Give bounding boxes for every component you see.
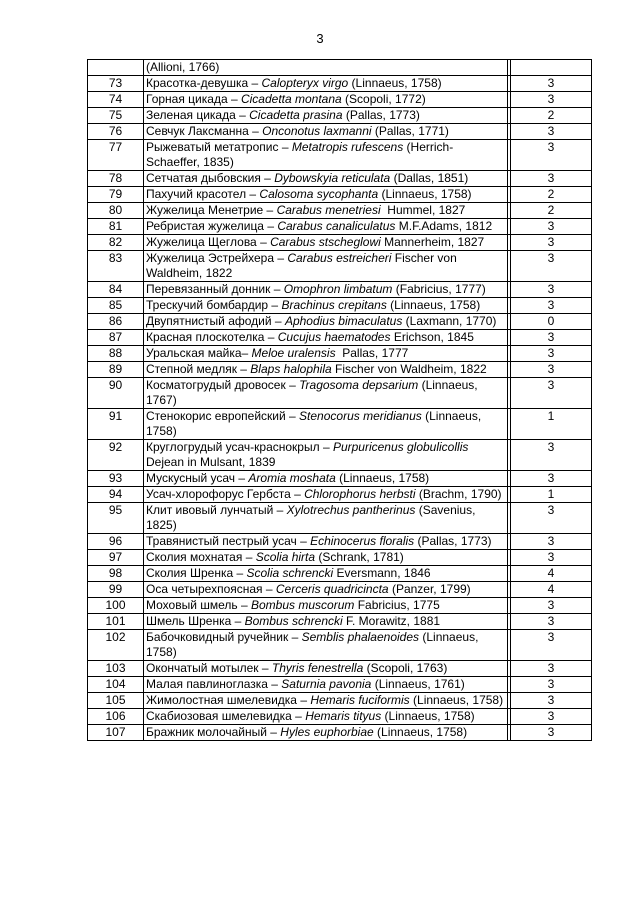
latin-name: Carabus estreicheri <box>287 251 392 265</box>
author-citation: Fabricius, 1775 <box>354 598 440 612</box>
category: 1 <box>511 487 592 503</box>
table-row <box>88 378 592 409</box>
species-name <box>144 550 508 566</box>
row-number: 84 <box>88 282 144 298</box>
table-row <box>88 92 592 108</box>
table-row <box>88 330 592 346</box>
common-name: Бабочковидный ручейник – <box>146 630 302 644</box>
category: 3 <box>511 330 592 346</box>
category: 4 <box>511 582 592 598</box>
author-citation: (Pallas, 1773) <box>342 108 420 122</box>
row-number: 83 <box>88 251 144 282</box>
category: 3 <box>511 282 592 298</box>
row-number: 103 <box>88 661 144 677</box>
latin-name: Stenocorus meridianus <box>299 409 422 423</box>
latin-name: Cerceris quadricincta <box>275 582 389 596</box>
category: 3 <box>511 550 592 566</box>
row-number: 99 <box>88 582 144 598</box>
author-citation: (Linnaeus, 1758) <box>348 76 442 90</box>
common-name: Сетчатая дыбовския – <box>146 171 275 185</box>
latin-name: Omophron limbatum <box>283 282 393 296</box>
row-number: 100 <box>88 598 144 614</box>
table-row <box>88 503 592 534</box>
common-name: Круглогрудый усач-краснокрыл – <box>146 440 333 454</box>
author-citation: (Schrank, 1781) <box>315 550 404 564</box>
common-name: Клит ивовый лунчатый – <box>146 503 287 517</box>
row-number: 85 <box>88 298 144 314</box>
author-citation: Dejean in Mulsant, 1839 <box>146 440 472 469</box>
row-number: 96 <box>88 534 144 550</box>
latin-name: Echinocerus floralis <box>310 534 415 548</box>
species-name <box>144 346 508 362</box>
row-number: 75 <box>88 108 144 124</box>
category: 3 <box>511 235 592 251</box>
table-row <box>88 409 592 440</box>
species-name <box>144 140 508 171</box>
author-citation: F. Morawitz, 1881 <box>342 614 441 628</box>
species-name <box>144 630 508 661</box>
species-name <box>144 203 508 219</box>
author-citation: Erichson, 1845 <box>390 330 474 344</box>
common-name: Степной медляк – <box>146 362 251 376</box>
category: 3 <box>511 661 592 677</box>
species-name <box>144 440 508 471</box>
row-number <box>88 60 144 76</box>
author-citation: (Linnaeus, 1761) <box>371 677 465 691</box>
species-name <box>144 566 508 582</box>
author-citation: Hummel, 1827 <box>380 203 466 217</box>
table-row <box>88 677 592 693</box>
author-citation: (Linnaeus, 1758) <box>409 693 504 707</box>
table-row <box>88 614 592 630</box>
species-name <box>144 171 508 187</box>
table-row <box>88 203 592 219</box>
row-number: 92 <box>88 440 144 471</box>
category: 3 <box>511 346 592 362</box>
table-row <box>88 693 592 709</box>
latin-name: Aromia moshata <box>248 471 336 485</box>
species-name <box>144 76 508 92</box>
latin-name: Dybowskyia reticulata <box>274 171 391 185</box>
table-row <box>88 362 592 378</box>
table-row <box>88 124 592 140</box>
table-row-continuation <box>88 60 592 76</box>
table-row <box>88 140 592 171</box>
species-name <box>144 582 508 598</box>
species-name <box>144 187 508 203</box>
row-number: 107 <box>88 725 144 741</box>
author-citation: (Linnaeus, 1758) <box>146 630 482 659</box>
species-name <box>144 471 508 487</box>
species-name <box>144 725 508 741</box>
category: 3 <box>511 598 592 614</box>
species-name <box>144 235 508 251</box>
category: 3 <box>511 378 592 409</box>
common-name: Ребристая жужелица – <box>146 219 278 233</box>
common-name: Моховый шмель – <box>146 598 251 612</box>
row-number: 102 <box>88 630 144 661</box>
row-number: 101 <box>88 614 144 630</box>
category: 3 <box>511 219 592 235</box>
author-citation: (Savenius, 1825) <box>146 503 479 532</box>
table-row <box>88 76 592 92</box>
row-number: 106 <box>88 709 144 725</box>
common-name: Красотка-девушка – <box>146 76 262 90</box>
common-name: Перевязанный донник – <box>146 282 284 296</box>
row-number: 77 <box>88 140 144 171</box>
row-number: 91 <box>88 409 144 440</box>
table-row <box>88 235 592 251</box>
common-name: Трескучий бомбардир – <box>146 298 282 312</box>
category: 0 <box>511 314 592 330</box>
latin-name: Blaps halophila <box>250 362 332 376</box>
common-name: Малая павлиноглазка – <box>146 677 282 691</box>
category: 1 <box>511 409 592 440</box>
latin-name: Meloe uralensis <box>251 346 336 360</box>
category: 3 <box>511 677 592 693</box>
latin-name: Bombus schrencki <box>244 614 343 628</box>
author-citation: (Fabricius, 1777) <box>392 282 486 296</box>
species-name <box>144 219 508 235</box>
common-name: Усач-хлорофорус Гербста – <box>146 487 305 501</box>
common-name: Сколия Шренка – <box>146 566 247 580</box>
species-name <box>144 314 508 330</box>
common-name: Травянистый пестрый усач – <box>146 534 311 548</box>
species-name <box>144 378 508 409</box>
common-name: Уральская майка– <box>146 346 252 360</box>
latin-name: Cicadetta montana <box>240 92 342 106</box>
category: 3 <box>511 709 592 725</box>
table-row <box>88 219 592 235</box>
category: 2 <box>511 187 592 203</box>
latin-name: Thyris fenestrella <box>271 661 364 675</box>
row-number: 76 <box>88 124 144 140</box>
author-citation: (Linnaeus, 1758) <box>378 187 472 201</box>
category: 3 <box>511 725 592 741</box>
species-name <box>144 251 508 282</box>
species-table <box>87 59 592 741</box>
latin-name: Cicadetta prasina <box>249 108 343 122</box>
row-number: 82 <box>88 235 144 251</box>
latin-name: Scolia schrencki <box>246 566 334 580</box>
common-name: Скабиозовая шмелевидка – <box>146 709 306 723</box>
species-name <box>144 503 508 534</box>
table-body <box>88 60 592 741</box>
author-citation: (Laxmann, 1770) <box>402 314 497 328</box>
species-name <box>144 534 508 550</box>
latin-name: Hyles euphorbiae <box>280 725 374 739</box>
author-citation: M.F.Adams, 1812 <box>395 219 493 233</box>
species-name <box>144 693 508 709</box>
common-name: Косматогрудый дровосек – <box>146 378 300 392</box>
species-name <box>144 409 508 440</box>
author-citation: (Brachm, 1790) <box>415 487 502 501</box>
latin-name: Cucujus haematodes <box>277 330 391 344</box>
species-name <box>144 709 508 725</box>
row-number: 97 <box>88 550 144 566</box>
author-citation: Mannerheim, 1827 <box>380 235 485 249</box>
common-name: Жужелица Щеглова – <box>146 235 271 249</box>
species-name <box>144 330 508 346</box>
species-name <box>144 298 508 314</box>
row-number: 89 <box>88 362 144 378</box>
common-name: Пахучий красотел – <box>146 187 260 201</box>
category: 3 <box>511 693 592 709</box>
category: 2 <box>511 203 592 219</box>
common-name: Окончатый мотылек – <box>146 661 272 675</box>
author-citation: (Scopoli, 1763) <box>363 661 448 675</box>
category: 3 <box>511 171 592 187</box>
latin-name: Calopteryx virgo <box>261 76 349 90</box>
table-row <box>88 661 592 677</box>
row-number: 87 <box>88 330 144 346</box>
common-name: Оса четырехпоясная – <box>146 582 276 596</box>
table-row <box>88 346 592 362</box>
category: 2 <box>511 108 592 124</box>
category: 3 <box>511 298 592 314</box>
common-name: Рыжеватый метатропис – <box>146 140 292 154</box>
table-row <box>88 282 592 298</box>
author-citation: (Linnaeus, 1758) <box>386 298 481 312</box>
table-row <box>88 725 592 741</box>
latin-name: Hemaris tityus <box>305 709 382 723</box>
table-row <box>88 251 592 282</box>
row-number: 80 <box>88 203 144 219</box>
row-number: 104 <box>88 677 144 693</box>
row-number: 88 <box>88 346 144 362</box>
author-citation: (Scopoli, 1772) <box>341 92 426 106</box>
common-name: Зеленая цикада – <box>146 108 250 122</box>
table-row <box>88 471 592 487</box>
species-name <box>144 124 508 140</box>
category: 4 <box>511 566 592 582</box>
latin-name: Carabus stscheglowi <box>270 235 381 249</box>
category: 3 <box>511 76 592 92</box>
table-row <box>88 108 592 124</box>
species-name <box>144 614 508 630</box>
table-row <box>88 550 592 566</box>
common-name: Мускусный усач – <box>146 471 249 485</box>
table-row <box>88 187 592 203</box>
latin-name: Carabus menetriesi <box>276 203 381 217</box>
common-name: Сколия мохнатая – <box>146 550 256 564</box>
category: 3 <box>511 534 592 550</box>
species-name: (Allioni, 1766) <box>144 60 508 76</box>
table-row <box>88 171 592 187</box>
author-citation: Fischer von Waldheim, 1822 <box>146 251 461 280</box>
latin-name: Aphodius bimaculatus <box>284 314 403 328</box>
table-row <box>88 314 592 330</box>
author-citation: (Linnaeus, 1758) <box>146 409 485 438</box>
author-citation: (Pallas, 1773) <box>414 534 492 548</box>
row-number: 98 <box>88 566 144 582</box>
row-number: 105 <box>88 693 144 709</box>
table-row <box>88 566 592 582</box>
table-row <box>88 582 592 598</box>
row-number: 79 <box>88 187 144 203</box>
category: 3 <box>511 140 592 171</box>
common-name: Бражник молочайный – <box>146 725 281 739</box>
table-row <box>88 440 592 471</box>
table-row <box>88 487 592 503</box>
author-citation: (Pallas, 1771) <box>371 124 449 138</box>
species-name <box>144 282 508 298</box>
page-number: 3 <box>316 31 324 46</box>
table-row <box>88 630 592 661</box>
species-name <box>144 108 508 124</box>
category: 3 <box>511 251 592 282</box>
common-name: Жужелица Эстрейхера – <box>146 251 288 265</box>
author-citation: Pallas, 1777 <box>335 346 409 360</box>
latin-name: Xylotrechus pantherinus <box>286 503 416 517</box>
category: 3 <box>511 124 592 140</box>
common-name: Севчук Лаксманна – <box>146 124 263 138</box>
category: 3 <box>511 471 592 487</box>
row-number: 73 <box>88 76 144 92</box>
latin-name: Bombus muscorum <box>251 598 355 612</box>
category: 3 <box>511 630 592 661</box>
common-name: Жимолостная шмелевидка – <box>146 693 311 707</box>
table-row <box>88 298 592 314</box>
common-name: Красная плоскотелка – <box>146 330 278 344</box>
species-name <box>144 92 508 108</box>
species-name <box>144 598 508 614</box>
category: 3 <box>511 614 592 630</box>
common-name: Жужелица Менетрие – <box>146 203 277 217</box>
latin-name: Hemaris fuciformis <box>310 693 410 707</box>
latin-name: Calosoma sycophanta <box>259 187 379 201</box>
table-row <box>88 709 592 725</box>
row-number: 86 <box>88 314 144 330</box>
latin-name: Semblis phalaenoides <box>301 630 420 644</box>
latin-name: Purpuricenus globulicollis <box>332 440 469 454</box>
row-number: 95 <box>88 503 144 534</box>
common-name: Горная цикада – <box>146 92 241 106</box>
row-number: 90 <box>88 378 144 409</box>
category: 3 <box>511 503 592 534</box>
row-number: 94 <box>88 487 144 503</box>
row-number: 78 <box>88 171 144 187</box>
species-name <box>144 487 508 503</box>
common-name: Стенокорис европейский – <box>146 409 300 423</box>
category <box>511 60 592 76</box>
row-number: 74 <box>88 92 144 108</box>
author-citation: (Dallas, 1851) <box>390 171 469 185</box>
common-name: Двупятнистый афодий – <box>146 314 285 328</box>
latin-name: Scolia hirta <box>255 550 316 564</box>
latin-name: Tragosoma depsarium <box>299 378 419 392</box>
author-citation: Eversmann, 1846 <box>333 566 431 580</box>
author-citation: (Linnaeus, 1767) <box>146 378 481 407</box>
species-name <box>144 677 508 693</box>
category: 3 <box>511 440 592 471</box>
latin-name: Metatropis rufescens <box>291 140 404 154</box>
table-row <box>88 534 592 550</box>
author-citation: (Herrich-Schaeffer, 1835) <box>146 140 454 169</box>
table-row <box>88 598 592 614</box>
author-citation: (Panzer, 1799) <box>388 582 471 596</box>
author-citation: (Linnaeus, 1758) <box>373 725 468 739</box>
latin-name: Brachinus crepitans <box>281 298 387 312</box>
common-name: Шмель Шренка – <box>146 614 245 628</box>
author-citation: Fischer von Waldheim, 1822 <box>331 362 487 376</box>
category: 3 <box>511 362 592 378</box>
latin-name: Chlorophorus herbsti <box>304 487 416 501</box>
author-citation: (Linnaeus, 1758) <box>381 709 475 723</box>
row-number: 81 <box>88 219 144 235</box>
author-citation: (Linnaeus, 1758) <box>335 471 430 485</box>
latin-name: Saturnia pavonia <box>281 677 372 691</box>
row-number: 93 <box>88 471 144 487</box>
species-name <box>144 661 508 677</box>
latin-name: Carabus canaliculatus <box>277 219 396 233</box>
species-name <box>144 362 508 378</box>
category: 3 <box>511 92 592 108</box>
latin-name: Onconotus laxmanni <box>262 124 372 138</box>
